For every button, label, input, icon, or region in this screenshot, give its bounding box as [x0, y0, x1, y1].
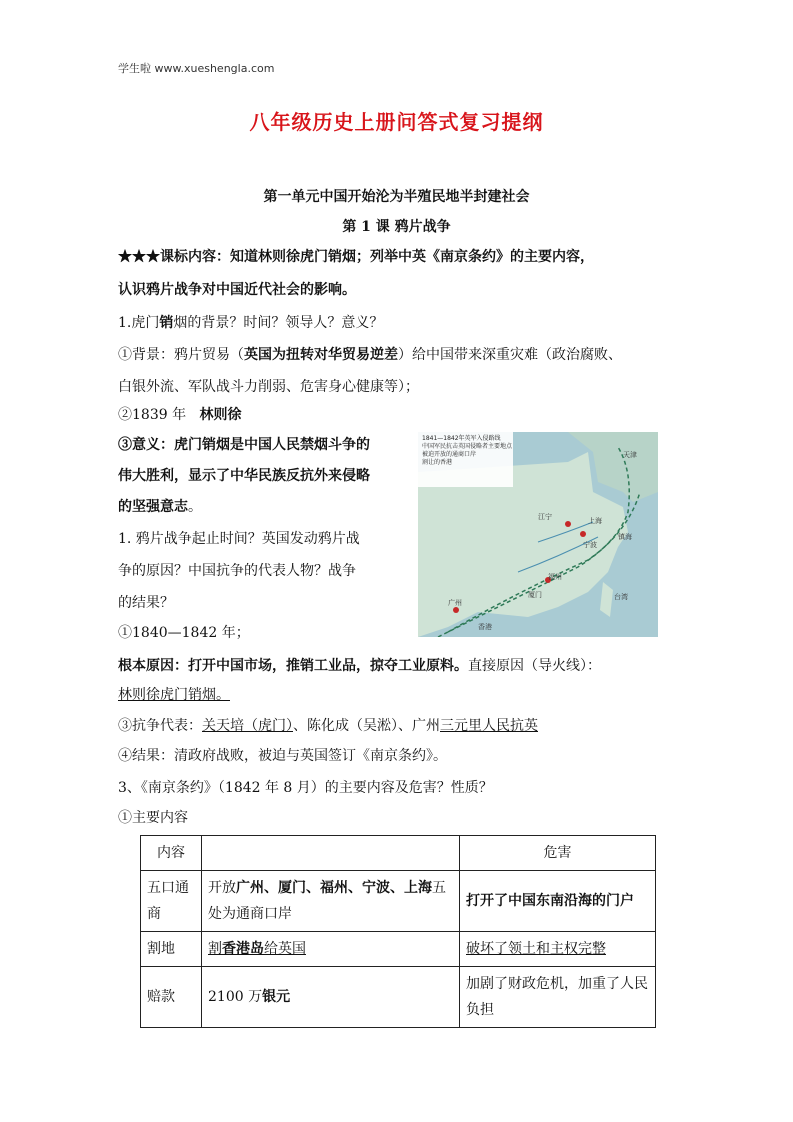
- q2-question-2: 争的原因？中国抗争的代表人物？战争: [118, 563, 356, 579]
- q3-sub: ①主要内容: [118, 810, 188, 826]
- row-content: 割香港岛给英国: [202, 932, 460, 967]
- opium-war-map: [418, 432, 658, 637]
- q1-question: 1.虎门销烟的背景？时间？领导人？意义？: [118, 315, 384, 331]
- header-blank: [202, 836, 460, 871]
- q1-background-2: 白银外流、军队战斗力削弱、危害身心健康等）；: [118, 379, 419, 395]
- unit-title: 第一单元中国开始沦为半殖民地半封建社会: [263, 189, 530, 205]
- q1-significance-1: ③意义：虎门销烟是中国人民禁烟斗争的: [118, 437, 370, 453]
- table-row: [141, 932, 656, 967]
- q2-question-1: 1. 鸦片战争起止时间？英国发动鸦片战: [118, 531, 360, 547]
- q2-time: ①1840—1842 年；: [118, 625, 250, 641]
- label-jiangning: 江宁: [538, 513, 552, 521]
- label-xiamen: 厦门: [528, 591, 542, 599]
- treaty-table: [140, 835, 656, 1028]
- q2-cause: 根本原因：打开中国市场，推销工业品，掠夺工业原料。直接原因（导火线）：: [118, 658, 601, 674]
- q2-cause-direct: 林则徐虎门销烟。: [118, 687, 230, 703]
- header-content: 内容: [141, 836, 202, 871]
- row-label: 五口通商: [141, 871, 202, 932]
- row-label: 赔款: [141, 967, 202, 1028]
- label-fuzhou: 福州: [548, 573, 562, 581]
- q2-result: ④结果：清政府战败，被迫与英国签订《南京条约》。: [118, 748, 447, 764]
- site-header: 学生啦 www.xueshengla.com: [118, 62, 275, 75]
- table-header-row: [141, 836, 656, 871]
- row-label: 割地: [141, 932, 202, 967]
- marker-zhenhai: [580, 531, 586, 537]
- row-harm: 加剧了财政危机，加重了人民负担: [460, 967, 656, 1028]
- q1-background: ①背景：鸦片贸易（英国为扭转对华贸易逆差）给中国带来深重灾难（政治腐败、: [118, 347, 622, 363]
- taiwan-land: [600, 582, 613, 617]
- q1-significance-3: 的坚强意志。: [118, 499, 202, 515]
- lesson-title: 第 1 课 鸦片战争: [342, 219, 451, 235]
- row-harm: 破坏了领土和主权完整: [460, 932, 656, 967]
- header-harm: 危害: [460, 836, 656, 871]
- label-guangzhou: 广州: [448, 599, 462, 607]
- map-legend: 1841—1842年英军入侵路线 中国军民抗击英国侵略者主要地点 被迫开放的通商口岸 割让的香港: [422, 435, 513, 466]
- label-taiwan: 台湾: [614, 593, 628, 601]
- row-harm: 打开了中国东南沿海的门户: [460, 871, 656, 932]
- label-zhenhai: 镇海: [618, 533, 632, 541]
- standard-line-2: 认识鸦片战争对中国近代社会的影响。: [118, 282, 356, 298]
- label-ningbo: 宁波: [583, 541, 597, 549]
- label-shanghai: 上海: [588, 517, 602, 525]
- label-tianjin: 天津: [623, 451, 637, 459]
- document-title: 八年级历史上册问答式复习提纲: [249, 110, 544, 134]
- row-content: 2100 万银元: [202, 967, 460, 1028]
- table-row: [141, 967, 656, 1028]
- q1-time-leader: ②1839 年 林则徐: [118, 407, 242, 423]
- q1-significance-2: 伟大胜利，显示了中华民族反抗外来侵略: [118, 468, 370, 484]
- label-hongkong: 香港: [478, 623, 492, 631]
- marker-shanghai: [565, 521, 571, 527]
- q2-question-3: 的结果？: [118, 595, 174, 611]
- q2-representatives: ③抗争代表：关天培（虎门）、陈化成（吴淞）、广州三元里人民抗英: [118, 718, 538, 734]
- table-row: [141, 871, 656, 932]
- standard-line-1: ★★★课标内容：知道林则徐虎门销烟；列举中英《南京条约》的主要内容，: [118, 249, 594, 265]
- q3-question: 3、《南京条约》（1842 年 8 月）的主要内容及危害？性质？: [118, 780, 493, 796]
- row-content: 开放广州、厦门、福州、宁波、上海五处为通商口岸: [202, 871, 460, 932]
